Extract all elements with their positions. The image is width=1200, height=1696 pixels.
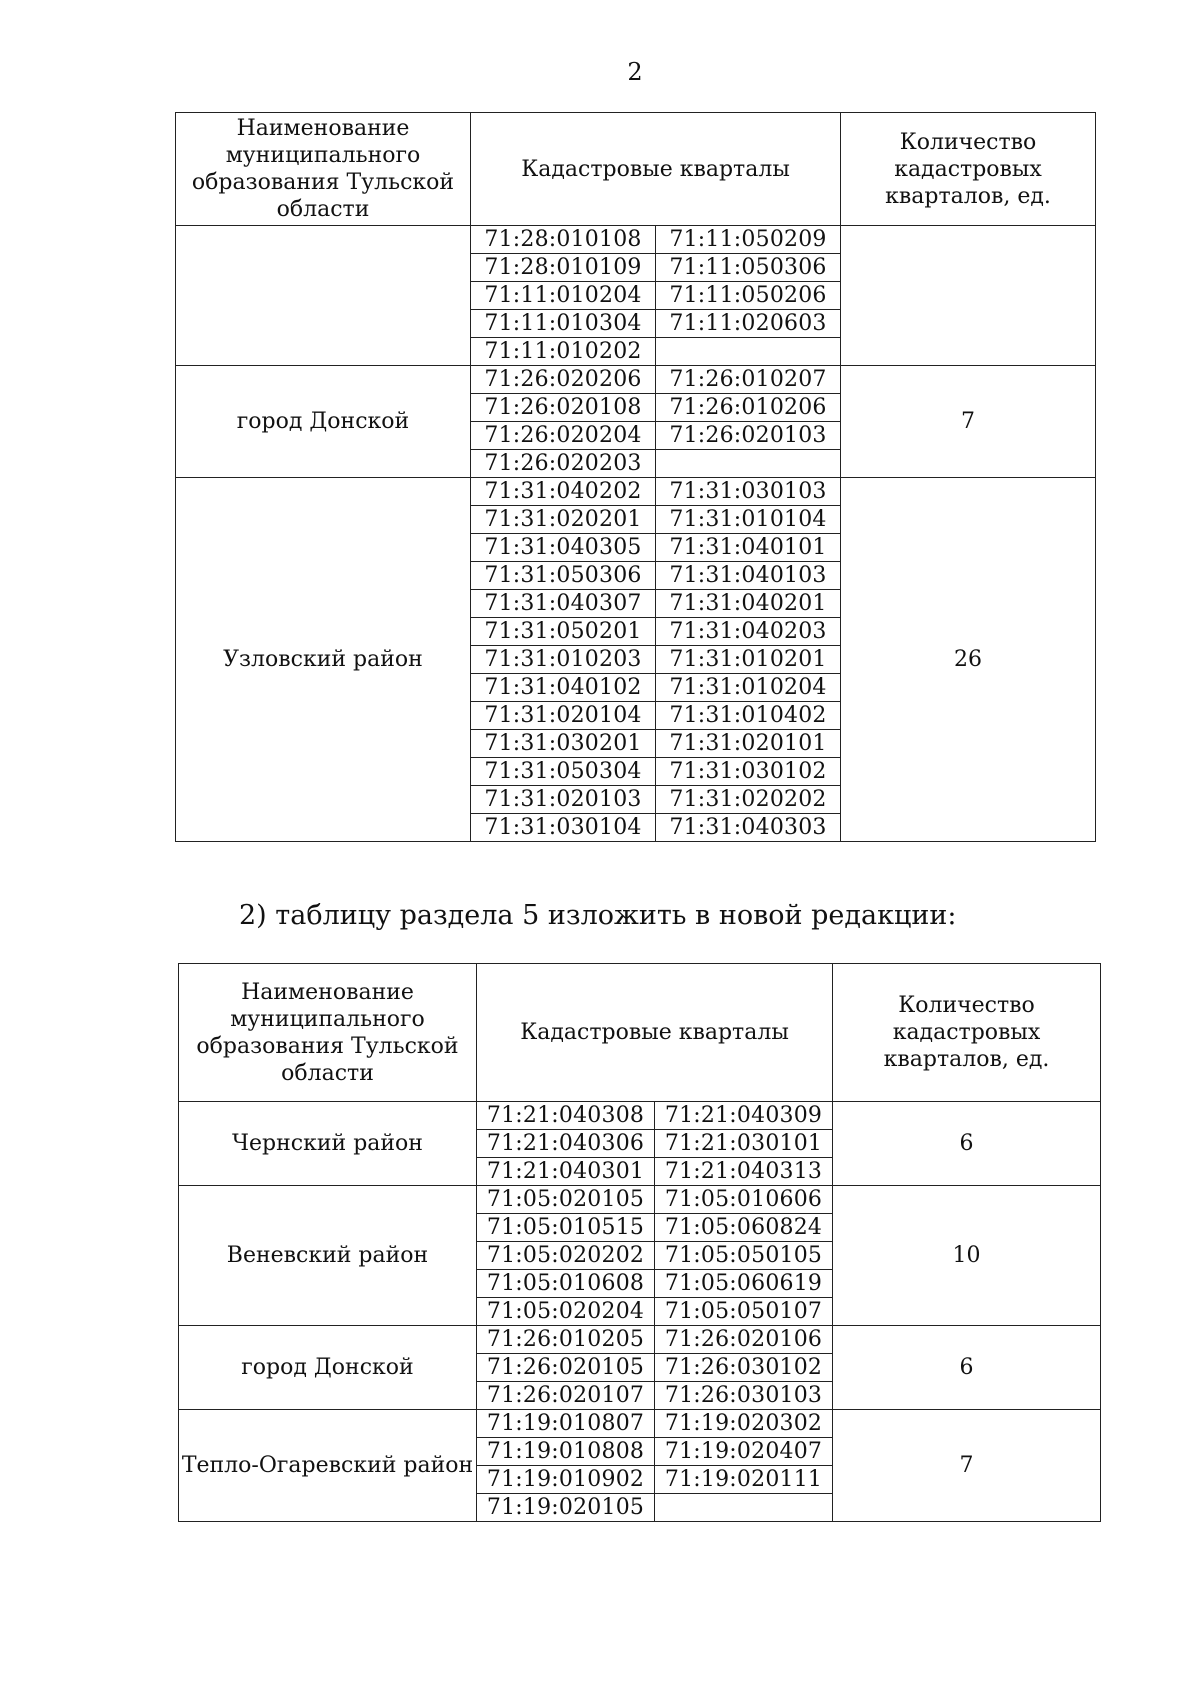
- cadastral-quarter-code: 71:31:030201: [471, 730, 656, 758]
- header-cadastral-quarters: Кадастровые кварталы: [477, 964, 833, 1102]
- cadastral-quarter-code: 71:05:050105: [655, 1242, 833, 1270]
- cadastral-quarter-code: 71:26:030103: [655, 1382, 833, 1410]
- cadastral-quarter-code: 71:11:020603: [656, 310, 841, 338]
- cadastral-quarter-code: 71:11:050206: [656, 282, 841, 310]
- cadastral-quarter-code: 71:26:020204: [471, 422, 656, 450]
- header-quarters-count: Количество кадастровых кварталов, ед.: [841, 113, 1096, 226]
- quarters-count: 26: [841, 478, 1096, 842]
- cadastral-quarter-code: 71:11:010204: [471, 282, 656, 310]
- cadastral-quarter-code: 71:31:040303: [656, 814, 841, 842]
- cadastral-quarter-code: 71:05:020202: [477, 1242, 655, 1270]
- cadastral-quarter-code: 71:19:020105: [477, 1494, 655, 1522]
- header-quarters-count: Количество кадастровых кварталов, ед.: [833, 964, 1101, 1102]
- quarters-count: 10: [833, 1186, 1101, 1326]
- municipality-name: [176, 226, 471, 366]
- cadastral-quarter-code: 71:05:010515: [477, 1214, 655, 1242]
- cadastral-quarter-code: 71:28:010109: [471, 254, 656, 282]
- cadastral-quarter-code: [655, 1494, 833, 1522]
- cadastral-quarter-code: 71:31:040202: [471, 478, 656, 506]
- cadastral-quarter-code: 71:26:020203: [471, 450, 656, 478]
- cadastral-quarter-code: 71:05:060619: [655, 1270, 833, 1298]
- table-body: [176, 226, 1096, 842]
- cadastral-quarter-code: 71:26:020103: [656, 422, 841, 450]
- cadastral-quarter-code: 71:31:010104: [656, 506, 841, 534]
- cadastral-quarter-code: 71:31:020202: [656, 786, 841, 814]
- cadastral-quarter-code: 71:05:010608: [477, 1270, 655, 1298]
- cadastral-quarter-code: 71:21:040309: [655, 1102, 833, 1130]
- cadastral-quarter-code: 71:31:050201: [471, 618, 656, 646]
- cadastral-quarter-code: 71:26:010206: [656, 394, 841, 422]
- cadastral-quarter-code: 71:31:010203: [471, 646, 656, 674]
- municipality-name: город Донской: [176, 366, 471, 478]
- cadastral-quarter-code: 71:28:010108: [471, 226, 656, 254]
- header-municipality: Наименование муниципального образования Тульской области: [179, 964, 477, 1102]
- cadastral-quarter-code: 71:31:030102: [656, 758, 841, 786]
- cadastral-quarter-code: 71:21:040308: [477, 1102, 655, 1130]
- cadastral-quarter-code: 71:05:010606: [655, 1186, 833, 1214]
- cadastral-quarter-code: 71:05:020204: [477, 1298, 655, 1326]
- cadastral-quarter-code: [656, 450, 841, 478]
- cadastral-quarter-code: 71:31:050304: [471, 758, 656, 786]
- cadastral-quarter-code: 71:11:010304: [471, 310, 656, 338]
- cadastral-quarter-code: 71:19:010807: [477, 1410, 655, 1438]
- cadastral-quarter-code: 71:26:010207: [656, 366, 841, 394]
- cadastral-quarter-code: 71:31:030104: [471, 814, 656, 842]
- quarters-count: 7: [833, 1410, 1101, 1522]
- quarters-count: [841, 226, 1096, 366]
- cadastral-quarter-code: 71:31:040102: [471, 674, 656, 702]
- cadastral-quarter-code: 71:26:020206: [471, 366, 656, 394]
- cadastral-quarter-code: 71:31:040203: [656, 618, 841, 646]
- table-row: [176, 366, 1096, 394]
- cadastral-quarter-code: 71:31:040305: [471, 534, 656, 562]
- cadastral-quarter-code: 71:11:050306: [656, 254, 841, 282]
- municipality-name: Чернский район: [179, 1102, 477, 1186]
- cadastral-quarter-code: 71:26:020106: [655, 1326, 833, 1354]
- cadastral-quarter-code: 71:31:050306: [471, 562, 656, 590]
- cadastral-quarter-code: 71:31:010402: [656, 702, 841, 730]
- cadastral-quarter-code: 71:31:010204: [656, 674, 841, 702]
- table-row: [179, 1410, 1101, 1438]
- quarters-count: 6: [833, 1326, 1101, 1410]
- cadastral-quarter-code: 71:26:020107: [477, 1382, 655, 1410]
- cadastral-quarter-code: 71:26:020108: [471, 394, 656, 422]
- quarters-count: 7: [841, 366, 1096, 478]
- cadastral-table-1: [175, 112, 1096, 842]
- cadastral-quarter-code: 71:31:020103: [471, 786, 656, 814]
- cadastral-quarter-code: 71:19:010808: [477, 1438, 655, 1466]
- header-cadastral-quarters: Кадастровые кварталы: [471, 113, 841, 226]
- cadastral-quarter-code: 71:31:010201: [656, 646, 841, 674]
- cadastral-quarter-code: 71:26:010205: [477, 1326, 655, 1354]
- cadastral-quarter-code: 71:31:020101: [656, 730, 841, 758]
- quarters-count: 6: [833, 1102, 1101, 1186]
- cadastral-table-2: [178, 963, 1101, 1522]
- cadastral-quarter-code: 71:31:020201: [471, 506, 656, 534]
- table-row: [179, 1186, 1101, 1214]
- table-body: [179, 1102, 1101, 1522]
- municipality-name: город Донской: [179, 1326, 477, 1410]
- instruction-text: 2) таблицу раздела 5 изложить в новой редакции:: [239, 900, 957, 931]
- cadastral-quarter-code: 71:26:030102: [655, 1354, 833, 1382]
- cadastral-quarter-code: 71:19:020302: [655, 1410, 833, 1438]
- header-municipality: Наименование муниципального образования Тульской области: [176, 113, 471, 226]
- table-row: [179, 1326, 1101, 1354]
- cadastral-quarter-code: 71:31:040103: [656, 562, 841, 590]
- cadastral-quarter-code: 71:31:030103: [656, 478, 841, 506]
- cadastral-quarter-code: 71:21:040301: [477, 1158, 655, 1186]
- cadastral-quarter-code: 71:11:050209: [656, 226, 841, 254]
- cadastral-quarter-code: 71:31:040201: [656, 590, 841, 618]
- cadastral-quarter-code: 71:31:040307: [471, 590, 656, 618]
- cadastral-quarter-code: 71:31:040101: [656, 534, 841, 562]
- cadastral-quarter-code: 71:31:020104: [471, 702, 656, 730]
- page-number: 2: [627, 58, 643, 86]
- municipality-name: Тепло-Огаревский район: [179, 1410, 477, 1522]
- cadastral-quarter-code: 71:21:030101: [655, 1130, 833, 1158]
- cadastral-quarter-code: 71:11:010202: [471, 338, 656, 366]
- cadastral-quarter-code: 71:05:020105: [477, 1186, 655, 1214]
- cadastral-quarter-code: 71:05:060824: [655, 1214, 833, 1242]
- municipality-name: Веневский район: [179, 1186, 477, 1326]
- municipality-name: Узловский район: [176, 478, 471, 842]
- table-row: [179, 1102, 1101, 1130]
- cadastral-quarter-code: [656, 338, 841, 366]
- cadastral-quarter-code: 71:26:020105: [477, 1354, 655, 1382]
- cadastral-quarter-code: 71:19:020111: [655, 1466, 833, 1494]
- table-row: [176, 478, 1096, 506]
- cadastral-quarter-code: 71:19:010902: [477, 1466, 655, 1494]
- cadastral-quarter-code: 71:21:040306: [477, 1130, 655, 1158]
- table-row: [176, 226, 1096, 254]
- cadastral-quarter-code: 71:21:040313: [655, 1158, 833, 1186]
- cadastral-quarter-code: 71:05:050107: [655, 1298, 833, 1326]
- cadastral-quarter-code: 71:19:020407: [655, 1438, 833, 1466]
